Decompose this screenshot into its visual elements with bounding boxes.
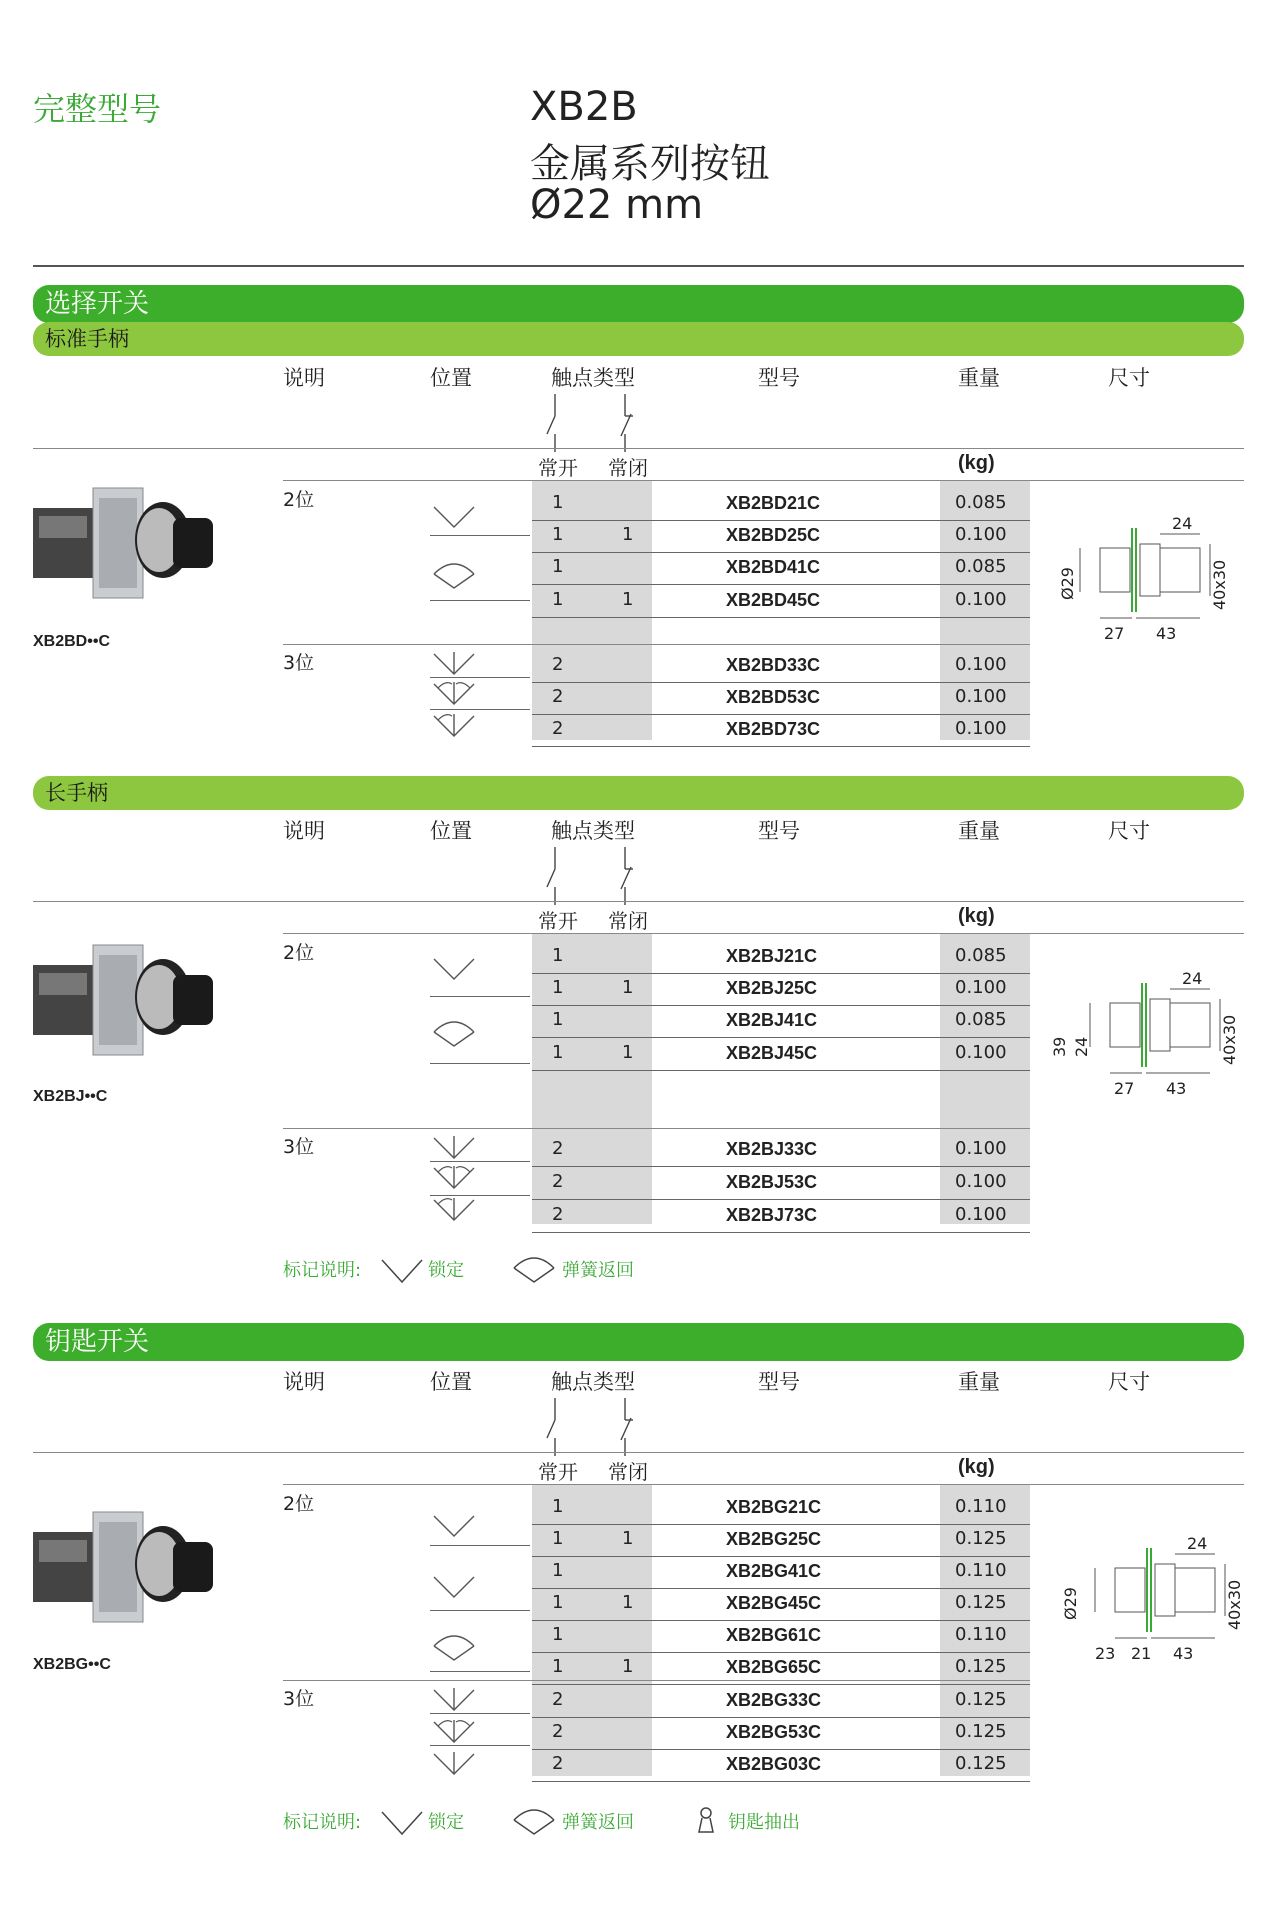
long-pos-rule-0 bbox=[430, 996, 530, 997]
key-row-8-rule bbox=[532, 1781, 1030, 1782]
key-col-desc: 说明 bbox=[283, 1370, 325, 1394]
std-row-6-model: XB2BD73C bbox=[726, 719, 821, 739]
key-row-4-no: 1 bbox=[552, 1624, 564, 1645]
legend-lock: 锁定 bbox=[428, 1260, 464, 1281]
long-row-6-weight: 0.100 bbox=[955, 1204, 1007, 1225]
long-no-contact-icon bbox=[545, 847, 565, 907]
std-row-2-model: XB2BD41C bbox=[726, 557, 821, 577]
long-col-nc: 常闭 bbox=[608, 909, 648, 933]
key-withdrawal-icon bbox=[696, 1806, 716, 1834]
std-row-4-weight: 0.100 bbox=[955, 654, 1007, 675]
key-position-symbol-0 bbox=[432, 1512, 476, 1544]
std-product-photo bbox=[33, 478, 233, 618]
key-row-1-model: XB2BG25C bbox=[726, 1529, 822, 1549]
long-dim-label-0: 24 bbox=[1182, 969, 1203, 988]
key-dim-label-3: 23 bbox=[1095, 1644, 1116, 1663]
std-product-label: XB2BD••C bbox=[33, 633, 110, 650]
long-pos3-label: 3位 bbox=[283, 1136, 315, 1158]
long-row-4-no: 2 bbox=[552, 1138, 564, 1159]
long-row-6-no: 2 bbox=[552, 1204, 564, 1225]
std-dimension-drawing bbox=[1060, 520, 1230, 630]
key-row-7-model: XB2BG53C bbox=[726, 1722, 822, 1742]
subsection-bar-long-handle: 长手柄 bbox=[33, 776, 1244, 810]
std-row-1-nc: 1 bbox=[622, 524, 634, 545]
key-pos-rule-0 bbox=[430, 1545, 530, 1546]
std-row-3-model: XB2BD45C bbox=[726, 590, 821, 610]
std-position-symbol-1 bbox=[432, 560, 476, 592]
std-col-nc: 常闭 bbox=[608, 456, 648, 480]
section-bar-selector-switch: 选择开关 bbox=[33, 285, 1244, 323]
key-position-symbol-1 bbox=[432, 1573, 476, 1605]
long-col-desc: 说明 bbox=[283, 819, 325, 843]
long-product-photo bbox=[33, 935, 233, 1075]
legend-spring-2: 弹簧返回 bbox=[562, 1812, 634, 1833]
long-dim-label-2: 24 bbox=[1072, 1036, 1091, 1057]
std-col-unit: (kg) bbox=[958, 452, 995, 474]
key-row-1-weight: 0.125 bbox=[955, 1528, 1007, 1549]
std-pos-rule-0 bbox=[430, 535, 530, 536]
std-row-1-weight: 0.100 bbox=[955, 524, 1007, 545]
long-dimension-drawing bbox=[1070, 975, 1240, 1085]
key-row-6-no: 2 bbox=[552, 1689, 564, 1710]
category-label: 完整型号 bbox=[33, 90, 162, 128]
key-pos-rule-4 bbox=[430, 1745, 530, 1746]
long-product-label: XB2BJ••C bbox=[33, 1088, 108, 1105]
key-position-symbol-5 bbox=[432, 1750, 476, 1782]
std-position-symbol-3 bbox=[432, 680, 476, 712]
long-row-3-rule bbox=[532, 1070, 1030, 1071]
long-shade-contacts bbox=[532, 934, 652, 1224]
spring-return-icon bbox=[512, 1252, 556, 1286]
key-pos-rule-1 bbox=[430, 1610, 530, 1611]
long-col-contact-type: 触点类型 bbox=[551, 819, 635, 843]
std-row-5-weight: 0.100 bbox=[955, 686, 1007, 707]
key-col-nc: 常闭 bbox=[608, 1460, 648, 1484]
std-col-weight: 重量 bbox=[958, 366, 1000, 390]
key-row-8-no: 2 bbox=[552, 1753, 564, 1774]
key-row-0-model: XB2BG21C bbox=[726, 1497, 822, 1517]
std-row-5-no: 2 bbox=[552, 686, 564, 707]
key-row-5-weight: 0.125 bbox=[955, 1656, 1007, 1677]
long-row-1-model: XB2BJ25C bbox=[726, 978, 818, 998]
std-pos-rule-1 bbox=[430, 600, 530, 601]
key-pos3-label: 3位 bbox=[283, 1688, 315, 1710]
key-product-label: XB2BG••C bbox=[33, 1656, 111, 1673]
std-row-4-no: 2 bbox=[552, 654, 564, 675]
std-row-0-no: 1 bbox=[552, 492, 564, 513]
long-nc-contact-icon bbox=[615, 847, 639, 907]
spring-return-icon bbox=[512, 1804, 556, 1838]
key-row-5-no: 1 bbox=[552, 1656, 564, 1677]
page-subtitle: 金属系列按钮 bbox=[530, 141, 770, 187]
long-dim-label-5: 43 bbox=[1166, 1079, 1187, 1098]
key-row-8-model: XB2BG03C bbox=[726, 1754, 822, 1774]
long-row-0-no: 1 bbox=[552, 945, 564, 966]
std-dim-label-4: 43 bbox=[1156, 624, 1177, 643]
std-position-symbol-0 bbox=[432, 503, 476, 535]
key-position-symbol-2 bbox=[432, 1632, 476, 1664]
long-pos-rule-2 bbox=[430, 1161, 530, 1162]
key-row-4-model: XB2BG61C bbox=[726, 1625, 822, 1645]
long-unit-rule bbox=[283, 933, 1244, 934]
key-nc-contact-icon bbox=[615, 1398, 639, 1458]
key-pos-rule-3 bbox=[430, 1713, 530, 1714]
long-row-4-weight: 0.100 bbox=[955, 1138, 1007, 1159]
key-dim-label-1: Ø29 bbox=[1061, 1587, 1080, 1620]
legend-label: 标记说明: bbox=[283, 1260, 362, 1281]
std-col-model: 型号 bbox=[758, 366, 800, 390]
key-row-0-weight: 0.110 bbox=[955, 1496, 1007, 1517]
std-pos2-label: 2位 bbox=[283, 489, 315, 511]
std-row-5-model: XB2BD53C bbox=[726, 687, 821, 707]
long-col-weight: 重量 bbox=[958, 819, 1000, 843]
std-row-6-no: 2 bbox=[552, 718, 564, 739]
header-rule bbox=[33, 265, 1244, 267]
std-row-6-weight: 0.100 bbox=[955, 718, 1007, 739]
std-col-desc: 说明 bbox=[283, 366, 325, 390]
key-row-0-no: 1 bbox=[552, 1496, 564, 1517]
long-dim-label-1: 39 bbox=[1050, 1036, 1069, 1057]
std-pos3-label: 3位 bbox=[283, 652, 315, 674]
std-pos-rule-2 bbox=[430, 677, 530, 678]
std-row-3-no: 1 bbox=[552, 589, 564, 610]
std-position-symbol-4 bbox=[432, 712, 476, 744]
std-col-no: 常开 bbox=[538, 456, 578, 480]
legend-label-2: 标记说明: bbox=[283, 1812, 362, 1833]
key-dim-label-4: 21 bbox=[1131, 1644, 1152, 1663]
key-row-6-weight: 0.125 bbox=[955, 1689, 1007, 1710]
long-pos2-label: 2位 bbox=[283, 942, 315, 964]
key-row-7-no: 2 bbox=[552, 1721, 564, 1742]
page-size: Ø22 mm bbox=[530, 182, 704, 228]
std-row-4-model: XB2BD33C bbox=[726, 655, 821, 675]
key-row-1-no: 1 bbox=[552, 1528, 564, 1549]
long-col-unit: (kg) bbox=[958, 905, 995, 927]
long-row-6-model: XB2BJ73C bbox=[726, 1205, 818, 1225]
std-header-rule bbox=[33, 448, 1244, 449]
key-row-2-weight: 0.110 bbox=[955, 1560, 1007, 1581]
key-col-unit: (kg) bbox=[958, 1456, 995, 1478]
long-row-3-nc: 1 bbox=[622, 1042, 634, 1063]
key-col-contact-type: 触点类型 bbox=[551, 1370, 635, 1394]
key-row-5-model: XB2BG65C bbox=[726, 1657, 822, 1677]
std-row-3-weight: 0.100 bbox=[955, 589, 1007, 610]
std-col-contact-type: 触点类型 bbox=[551, 366, 635, 390]
long-row-5-no: 2 bbox=[552, 1171, 564, 1192]
std-row-3-nc: 1 bbox=[622, 589, 634, 610]
std-row-2-no: 1 bbox=[552, 556, 564, 577]
long-dim-label-4: 27 bbox=[1114, 1079, 1135, 1098]
std-row-0-weight: 0.085 bbox=[955, 492, 1007, 513]
key-row-7-weight: 0.125 bbox=[955, 1721, 1007, 1742]
key-header-rule bbox=[33, 1452, 1244, 1453]
key-row-2-model: XB2BG41C bbox=[726, 1561, 822, 1581]
legend-lock-2: 锁定 bbox=[428, 1812, 464, 1833]
long-dim-label-3: 40x30 bbox=[1220, 1014, 1239, 1065]
long-row-5-model: XB2BJ53C bbox=[726, 1172, 818, 1192]
long-pos3-rule bbox=[283, 1128, 1030, 1129]
section-bar-key-switch: 钥匙开关 bbox=[33, 1323, 1244, 1361]
key-pos3-rule bbox=[283, 1680, 1030, 1681]
key-pos-rule-2 bbox=[430, 1671, 530, 1672]
legend-spring: 弹簧返回 bbox=[562, 1260, 634, 1281]
key-row-3-model: XB2BG45C bbox=[726, 1593, 822, 1613]
std-no-contact-icon bbox=[545, 394, 565, 454]
long-row-3-no: 1 bbox=[552, 1042, 564, 1063]
long-header-rule bbox=[33, 901, 1244, 902]
long-col-dimension: 尺寸 bbox=[1108, 819, 1150, 843]
long-row-1-weight: 0.100 bbox=[955, 977, 1007, 998]
key-pos2-label: 2位 bbox=[283, 1493, 315, 1515]
long-row-1-nc: 1 bbox=[622, 977, 634, 998]
key-product-photo bbox=[33, 1502, 233, 1642]
long-position-symbol-0 bbox=[432, 955, 476, 987]
key-row-2-no: 1 bbox=[552, 1560, 564, 1581]
std-row-2-weight: 0.085 bbox=[955, 556, 1007, 577]
long-row-1-no: 1 bbox=[552, 977, 564, 998]
std-row-1-model: XB2BD25C bbox=[726, 525, 821, 545]
lock-icon bbox=[380, 1256, 424, 1286]
std-dim-label-0: 24 bbox=[1172, 514, 1193, 533]
long-row-3-weight: 0.100 bbox=[955, 1042, 1007, 1063]
std-pos3-rule bbox=[283, 644, 1030, 645]
std-col-dimension: 尺寸 bbox=[1108, 366, 1150, 390]
long-row-3-model: XB2BJ45C bbox=[726, 1043, 818, 1063]
key-row-3-nc: 1 bbox=[622, 1592, 634, 1613]
lock-icon bbox=[380, 1808, 424, 1838]
std-pos-rule-3 bbox=[430, 709, 530, 710]
long-col-position: 位置 bbox=[430, 819, 472, 843]
key-row-8-weight: 0.125 bbox=[955, 1753, 1007, 1774]
long-position-symbol-1 bbox=[432, 1018, 476, 1050]
long-pos-rule-1 bbox=[430, 1063, 530, 1064]
key-row-4-weight: 0.110 bbox=[955, 1624, 1007, 1645]
long-row-6-rule bbox=[532, 1232, 1030, 1233]
key-col-weight: 重量 bbox=[958, 1370, 1000, 1394]
key-dim-label-0: 24 bbox=[1187, 1534, 1208, 1553]
key-unit-rule bbox=[283, 1484, 1244, 1485]
key-col-model: 型号 bbox=[758, 1370, 800, 1394]
key-row-1-nc: 1 bbox=[622, 1528, 634, 1549]
key-dim-label-5: 43 bbox=[1173, 1644, 1194, 1663]
long-row-0-weight: 0.085 bbox=[955, 945, 1007, 966]
key-dimension-drawing bbox=[1075, 1540, 1245, 1650]
long-row-0-model: XB2BJ21C bbox=[726, 946, 818, 966]
key-shade-contacts bbox=[532, 1485, 652, 1776]
key-no-contact-icon bbox=[545, 1398, 565, 1458]
key-col-dimension: 尺寸 bbox=[1108, 1370, 1150, 1394]
key-col-no: 常开 bbox=[538, 1460, 578, 1484]
long-row-2-weight: 0.085 bbox=[955, 1009, 1007, 1030]
key-row-3-weight: 0.125 bbox=[955, 1592, 1007, 1613]
std-col-position: 位置 bbox=[430, 366, 472, 390]
std-nc-contact-icon bbox=[615, 394, 639, 454]
key-col-position: 位置 bbox=[430, 1370, 472, 1394]
std-dim-label-2: 40x30 bbox=[1210, 559, 1229, 610]
key-row-6-model: XB2BG33C bbox=[726, 1690, 822, 1710]
long-position-symbol-3 bbox=[432, 1164, 476, 1196]
std-unit-rule bbox=[283, 480, 1244, 481]
key-row-3-no: 1 bbox=[552, 1592, 564, 1613]
std-row-0-model: XB2BD21C bbox=[726, 493, 821, 513]
long-position-symbol-4 bbox=[432, 1196, 476, 1228]
long-col-model: 型号 bbox=[758, 819, 800, 843]
long-row-2-no: 1 bbox=[552, 1009, 564, 1030]
subsection-bar-standard-handle: 标准手柄 bbox=[33, 322, 1244, 356]
long-col-no: 常开 bbox=[538, 909, 578, 933]
long-row-5-weight: 0.100 bbox=[955, 1171, 1007, 1192]
std-row-3-rule bbox=[532, 617, 1030, 618]
std-row-1-no: 1 bbox=[552, 524, 564, 545]
page-title: XB2B bbox=[530, 84, 638, 130]
long-row-4-model: XB2BJ33C bbox=[726, 1139, 818, 1159]
key-dim-label-2: 40x30 bbox=[1225, 1579, 1244, 1630]
std-dim-label-3: 27 bbox=[1104, 624, 1125, 643]
long-row-2-model: XB2BJ41C bbox=[726, 1010, 818, 1030]
legend-key: 钥匙抽出 bbox=[728, 1812, 800, 1833]
std-row-6-rule bbox=[532, 746, 1030, 747]
key-row-5-nc: 1 bbox=[622, 1656, 634, 1677]
std-dim-label-1: Ø29 bbox=[1058, 567, 1077, 600]
